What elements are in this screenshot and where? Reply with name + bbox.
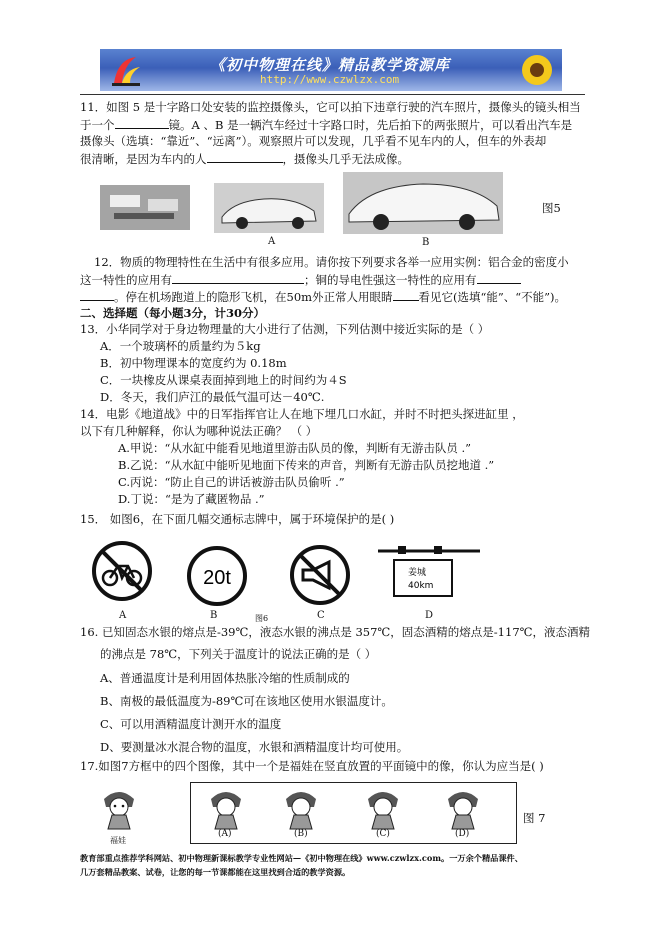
q12-blank2 [477,271,521,284]
q12-line1: 12．物质的物理特性在生活中有很多应用。请你按下列要求各举一应用实例：铝合金的密度小 [94,255,569,269]
section2-heading: 二、选择题（每小题3分，计30分） [80,306,266,320]
footer-line2: 几万套精品教案、试卷，让您的每一节课都能在这里找到合适的教学资源。 [80,867,351,877]
q14-option-b: B.乙说：“从水缸中能听见地面下传来的声音，判断有无游击队员挖地道 .” [118,458,495,472]
q17-label-c: (C) [376,829,390,839]
no-bicycle-sign-icon [91,540,153,602]
q11-line1: 11．如图 5 是十字路口处安装的监控摄像头，它可以拍下违章行驶的汽车照片，摄像头的镜头相当 [80,100,581,114]
car-photo-b [343,172,503,234]
photo-label-a: A [268,236,276,247]
camera-photo [100,185,190,230]
q11-line3: 摄像头（选填：“靠近”、“远离”）。观察照片可以发现，几乎看不见车内的人，但车的外表却 [80,134,547,148]
q13-stem: 13．小华同学对于身边物理量的大小进行了估测，下列估测中接近实际的是（ ） [80,322,490,336]
fig6-label: 图6 [255,614,269,623]
fig7-label: 图 7 [523,811,546,825]
q15-label-d: D [425,610,434,621]
q17-label-a: (A) [218,829,232,839]
q17-stem: 17.如图7方框中的四个图像，其中一个是福娃在竖直放置的平面镜中的像，你认为应当是( ) [80,759,544,773]
fig5-label: 图5 [542,201,561,215]
q11-blank2 [207,150,283,163]
q13-option-d: D．冬天，我们庐江的最低气温可达－40℃. [100,390,325,404]
q17-label-b: (B) [294,829,308,839]
q13-option-c: C．一块橡皮从课桌表面掉到地上的时间约为４S [100,373,347,387]
q12-blank4 [393,288,419,301]
header-banner [100,49,562,91]
logo-icon [108,53,144,87]
q13-option-a: A．一个玻璃杯的质量约为５kg [100,339,261,353]
q14-stem-1: 14．电影《地道战》中的日军指挥官让人在地下埋几口水缸，并时不时把头探进缸里 ， [80,407,524,421]
q15-label-c: C [317,610,325,621]
q14-option-d: D.丁说：“是为了藏匿物品 .” [118,492,265,506]
q12-line3: 。停在机场跑道上的隐形飞机，在50m外正常人用眼睛 看见它(选填“能”、“不能”)。 [80,288,566,305]
distance-sign-km: 40km [408,581,434,591]
fuwa-label: 福娃 [110,836,126,845]
weight-limit-sign-icon [186,545,248,607]
footer-line1: 教育部重点推荐学科网站、初中物理新课标教学专业性网站—《初中物理在线》www.czwlzx.com。一万余个精品课件、 [80,853,523,863]
q16-option-b: B、南极的最低温度为-89℃可在该地区使用水银温度计。 [100,694,393,708]
q12-line2: 这一特性的应用有 ；铜的导电性强这一特性的应用有 [80,271,521,288]
q15-stem: 15． 如图6，在下面几幅交通标志牌中，属于环境保护的是( ) [80,512,395,526]
q14-option-c: C.丙说：“防止自己的讲话被游击队员偷听 .” [118,475,345,489]
q15-label-a: A [119,610,127,621]
q12-blank3 [80,288,114,301]
q16-stem-2: 的沸点是 78℃，下列关于温度计的说法正确的是（ ） [100,647,377,661]
q11-blank1 [115,116,169,129]
q16-option-d: D、要测量冰水混合物的温度，水银和酒精温度计均可使用。 [100,740,409,754]
q11-line4: 很清晰，是因为车内的人 ，摄像头几乎无法成像。 [80,152,409,166]
photo-label-b: B [422,237,430,248]
fuwa-original-icon [96,785,142,835]
q13-option-b: B．初中物理课本的宽度约为 0.18m [100,356,287,370]
q16-option-c: C、可以用酒精温度计测开水的温度 [100,717,282,731]
distance-sign-place: 姜城 [408,568,427,578]
q16-option-a: A、普通温度计是利用固体热胀冷缩的性质制成的 [100,671,350,685]
no-horn-sign-icon [289,544,351,606]
q12-blank1 [172,271,304,284]
q15-label-b: B [210,610,218,621]
header-rule [80,94,585,95]
car-photo-a [214,183,324,233]
q16-stem-1: 16. 已知固态水银的熔点是-39℃，液态水银的沸点是 357℃，固态酒精的熔点是-117℃，液态酒精 [80,625,590,639]
weight-limit-text: 20t [203,567,231,589]
q14-stem-2: 以下有几种解释，你认为哪种说法正确？ （ ） [80,424,318,438]
q17-label-d: (D) [455,829,470,839]
q11-line2: 于一个 镜。A 、B 是一辆汽车经过十字路口时，先后拍下的两张照片，可以看出汽车是 [80,118,573,132]
banner-url: http://www.czwlzx.com [260,73,400,86]
distance-sign-icon [378,544,480,600]
q14-option-a: A.甲说：“从水缸中能看见地道里游击队员的像，判断有无游击队员 .” [118,441,472,455]
sunflower-icon [520,53,554,87]
banner-title: 《初中物理在线》精品教学资源库 [210,56,451,74]
